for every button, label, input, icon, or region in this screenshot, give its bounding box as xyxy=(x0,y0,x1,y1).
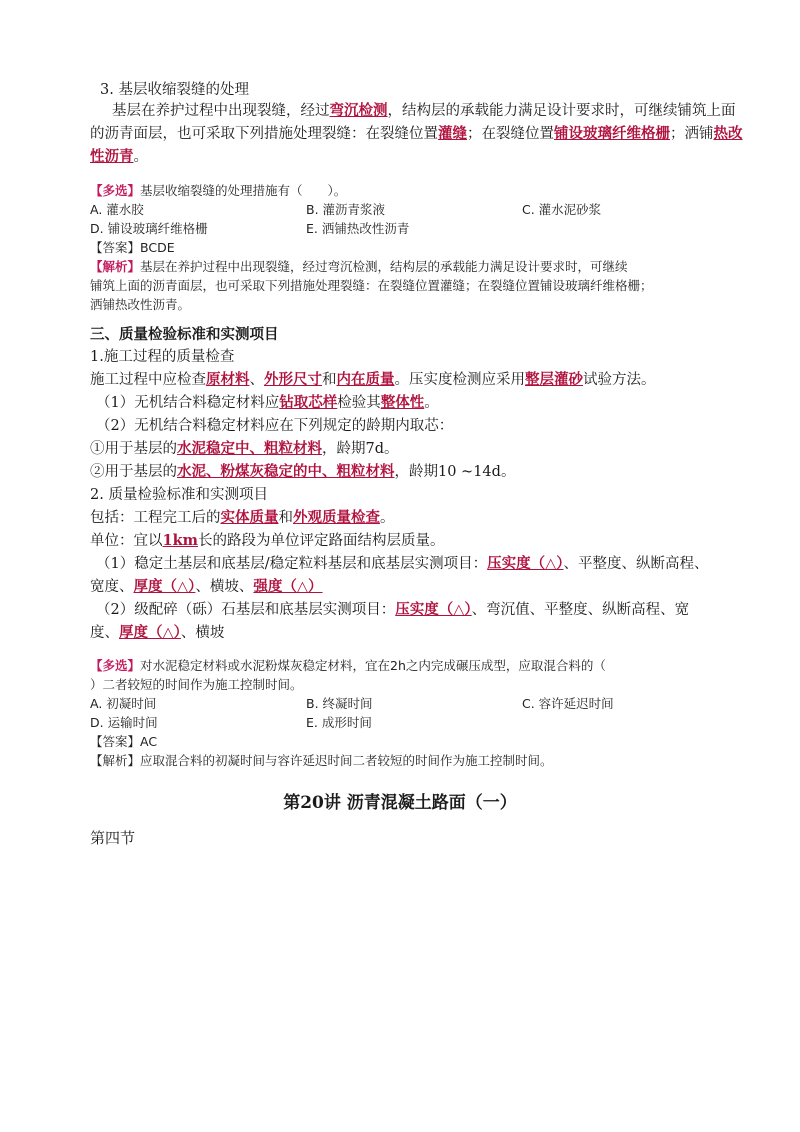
paragraph-line: （1）稳定土基层和底基层/稳定粒料基层和底基层实测项目：压实度（△）、平整度、纵断高程、 xyxy=(96,555,709,572)
keyword: 外形尺寸 xyxy=(264,371,322,388)
option-c: C. 灌水泥砂浆 xyxy=(522,202,602,217)
question-1-analysis-line: 洒铺热改性沥青。 xyxy=(90,297,191,312)
subsection-title: 2. 质量检验标准和实测项目 xyxy=(90,487,268,503)
keyword: 厚度（△） xyxy=(133,578,196,595)
keyword: 热改 xyxy=(713,125,743,142)
keyword: 强度（△） xyxy=(253,578,323,595)
keyword: 性沥青 xyxy=(90,148,134,165)
question-1-analysis-line: 铺筑上面的沥青面层，也可采取下列措施处理裂缝：在裂缝位置灌缝；在裂缝位置铺设玻璃纤维格栅； xyxy=(90,278,653,293)
option-a: A. 灌水胶 xyxy=(90,202,144,217)
keyword: 1km xyxy=(162,532,198,549)
paragraph-line: 度、厚度（△）、横坡 xyxy=(90,624,225,641)
option-c: C. 容许延迟时间 xyxy=(522,696,614,711)
question-2-stem-line: ）二者较短的时间作为施工控制时间。 xyxy=(90,677,303,692)
paragraph-line: （2）无机结合料稳定材料应在下列规定的龄期内取芯： xyxy=(96,418,454,434)
option-a: A. 初凝时间 xyxy=(90,696,157,711)
keyword: 钻取芯样 xyxy=(279,394,338,411)
paragraph-line: ①用于基层的水泥稳定中、粗粒材料，龄期7d。 xyxy=(90,440,399,457)
question-tag: 【多选】 xyxy=(90,183,141,198)
keyword: 外观质量检查 xyxy=(293,509,380,526)
lecture-title: 第20讲 沥青混凝土路面（一） xyxy=(283,793,517,813)
keyword: 原材料 xyxy=(206,371,250,388)
subsection-title: 1.施工过程的质量检查 xyxy=(90,349,235,365)
paragraph-line: 的沥青面层，也可采取下列措施处理裂缝：在裂缝位置灌缝；在裂缝位置铺设玻璃纤维格栅；洒铺热改 xyxy=(90,125,743,142)
question-2-stem: 【多选】对水泥稳定材料或水泥粉煤灰稳定材料，宜在2h之内完成碾压成型，应取混合料的（ xyxy=(90,658,606,673)
paragraph-line: ②用于基层的水泥、粉煤灰稳定的中、粗粒材料，龄期10 ~14d。 xyxy=(90,463,516,480)
paragraph-line: 施工过程中应检查原材料、外形尺寸和内在质量。压实度检测应采用整层灌砂试验方法。 xyxy=(90,371,656,388)
keyword: 实体质量 xyxy=(220,509,279,526)
keyword: 整体性 xyxy=(380,394,425,411)
keyword: 压实度（△） xyxy=(487,555,564,572)
question-tag: 【多选】 xyxy=(90,658,141,673)
keyword: 厚度（△） xyxy=(119,624,181,641)
paragraph-line: （1）无机结合料稳定材料应钻取芯样检验其整体性。 xyxy=(96,394,439,411)
option-b: B. 终凝时间 xyxy=(306,696,373,711)
keyword: 整层灌砂 xyxy=(525,371,583,388)
paragraph-line: 宽度、厚度（△）、横坡、强度（△） xyxy=(90,578,323,595)
section-title-crack-treatment: 3. 基层收缩裂缝的处理 xyxy=(100,82,249,98)
section-label: 第四节 xyxy=(90,829,136,847)
analysis-tag: 【解析】 xyxy=(90,259,141,274)
paragraph-line: 单位：宜以1km长的路段为单位评定路面结构层质量。 xyxy=(90,532,445,549)
paragraph-line: 性沥青。 xyxy=(90,148,148,165)
paragraph-line: 基层在养护过程中出现裂缝，经过弯沉检测，结构层的承载能力满足设计要求时，可继续铺筑上面 xyxy=(112,102,736,119)
keyword: 弯沉检测 xyxy=(329,102,388,119)
option-e: E. 成形时间 xyxy=(306,715,372,730)
option-e: E. 洒铺热改性沥青 xyxy=(306,221,410,236)
question-1-answer: 【答案】BCDE xyxy=(90,240,175,255)
paragraph-line: 包括：工程完工后的实体质量和外观质量检查。 xyxy=(90,509,395,526)
question-1-analysis: 【解析】基层在养护过程中出现裂缝，经过弯沉检测，结构层的承载能力满足设计要求时，可继续 xyxy=(90,259,628,274)
keyword: 水泥、粉煤灰稳定的中、粗粒材料 xyxy=(177,463,395,480)
question-1-stem: 【多选】基层收缩裂缝的处理措施有（ ）。 xyxy=(90,183,347,198)
question-2-answer: 【答案】AC xyxy=(90,734,158,749)
keyword: 内在质量 xyxy=(336,371,395,388)
keyword: 铺设玻璃纤维格栅 xyxy=(554,125,670,142)
section-title-quality: 三、质量检验标准和实测项目 xyxy=(90,326,279,343)
keyword: 压实度（△） xyxy=(395,601,472,618)
option-d: D. 铺设玻璃纤维格栅 xyxy=(90,221,208,236)
keyword: 水泥稳定中、粗粒材料 xyxy=(177,440,322,457)
paragraph-line: （2）级配碎（砾）石基层和底基层实测项目：压实度（△）、弯沉值、平整度、纵断高程、宽 xyxy=(96,601,690,618)
option-d: D. 运输时间 xyxy=(90,715,158,730)
question-2-analysis: 【解析】应取混合料的初凝时间与容许延迟时间二者较短的时间作为施工控制时间。 xyxy=(90,753,553,768)
keyword: 灌缝 xyxy=(438,125,467,142)
option-b: B. 灌沥青浆液 xyxy=(306,202,386,217)
